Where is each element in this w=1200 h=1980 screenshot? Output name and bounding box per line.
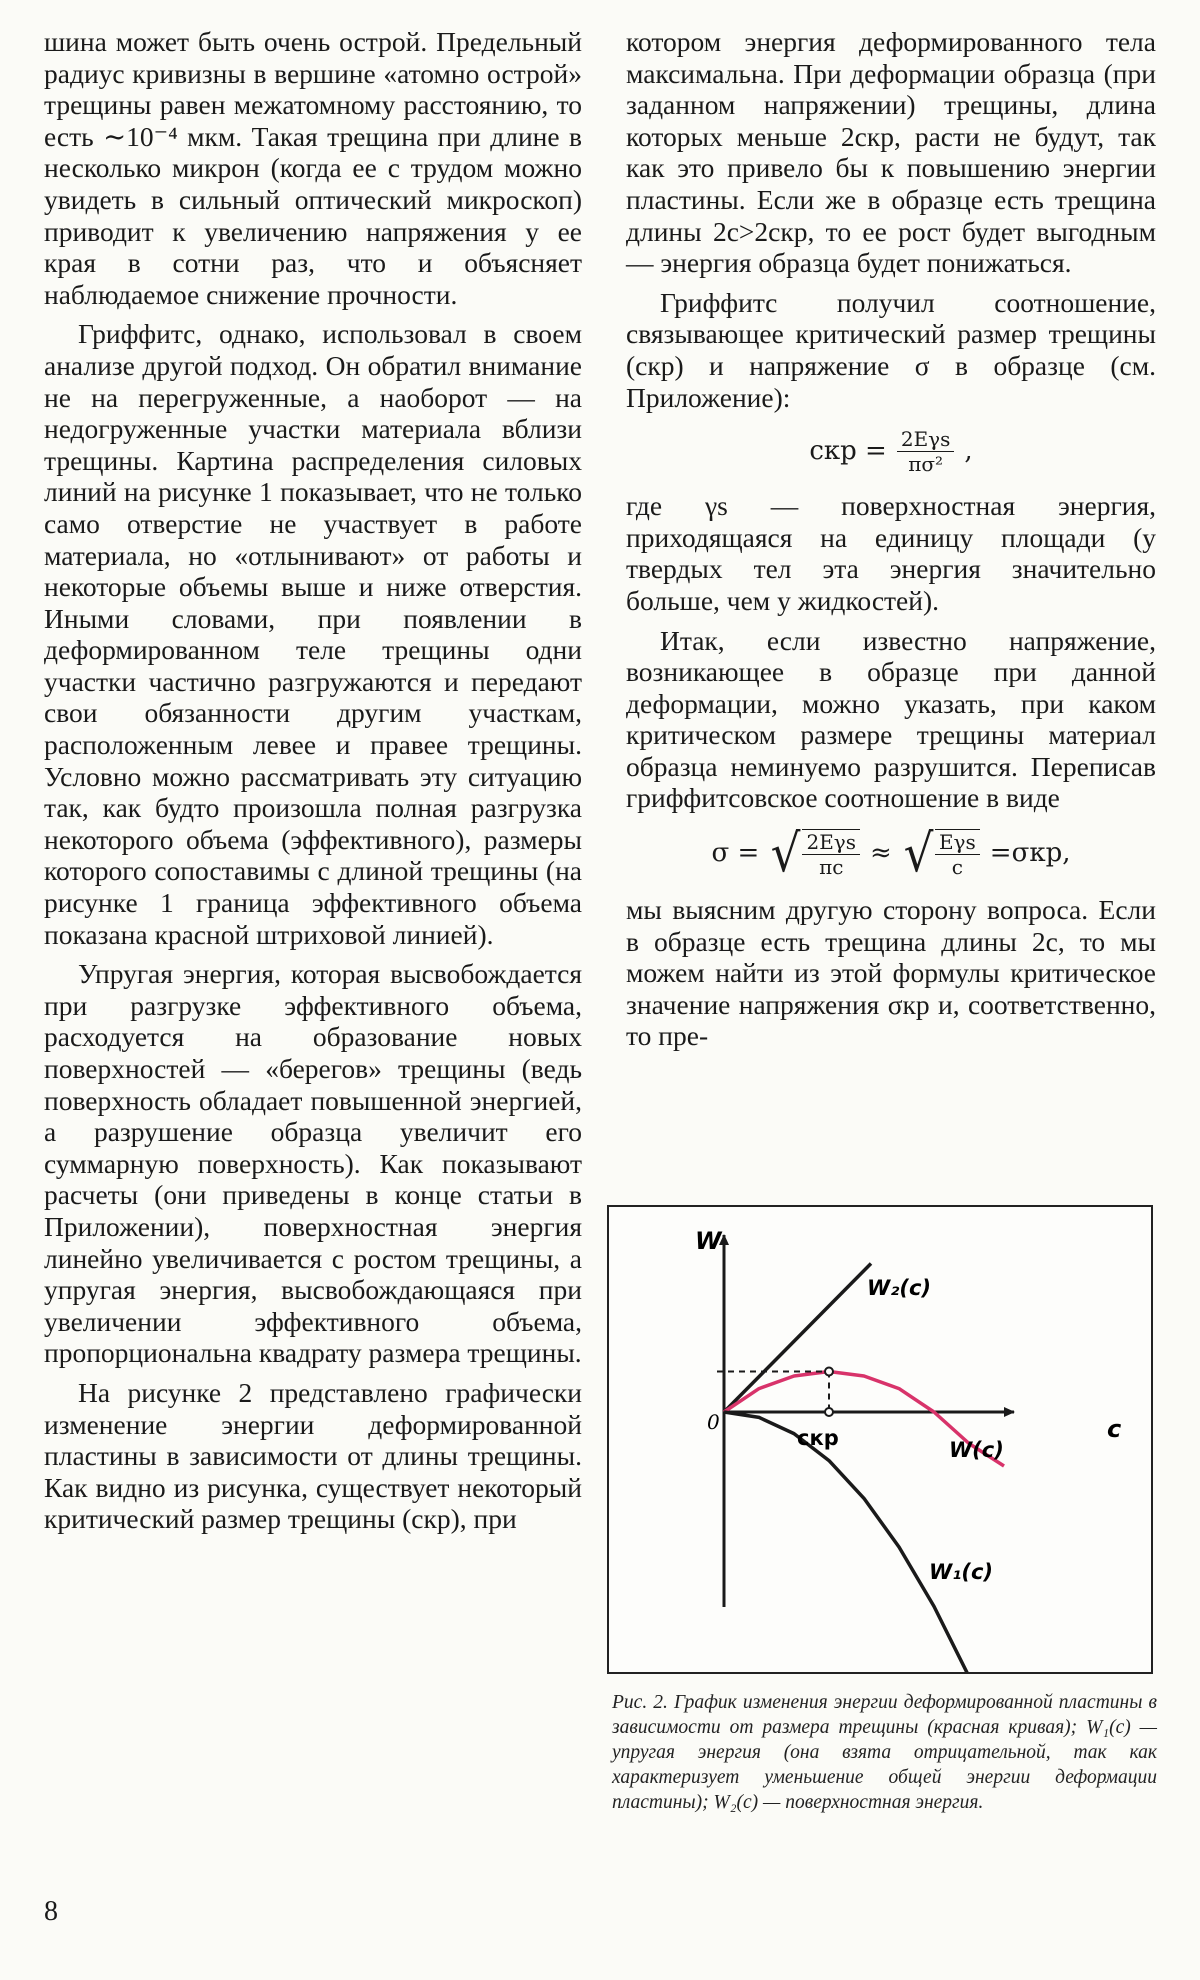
left-paragraph-2: Гриффитс, однако, использовал в своем анализе другой подход. Он обратил внимание не на перегруженные, а наоборот — на недогруженные участки материала вблизи трещины. Картина распределения силовых линий на рисунке 1 показывает, что не только само отверстие не участвует в работе материала, но «отлынивают» от работы и некоторые объемы выше и ниже отверстия. Иными словами, при появлении в деформированном теле трещины одни участки частично разгружаются и передают свои обязанности другим участкам, расположенным левее и правее трещины. Условно можно рассматривать эту ситуацию так, как будто произошла полная разгрузка некоторого объема (эффективного), размеры которого сопоставимы с длиной трещины (на рисунке 1 граница эффективного объема показана красной штриховой линией). [44, 318, 582, 950]
left-paragraph-3: Упругая энергия, которая высвобождается при разгрузке эффективного объема, расходуется на образование новых поверхностей — «берегов» трещины (ведь поверхность обладает повышенной энергией, а разрушение образца увеличит его суммарную поверхность). Как показывают расчеты (они приведены в конце статьи в Приложении), поверхностная энергия линейно увеличивается с ростом трещины, а упругая энергия, высвобождающаяся при увеличении эффективного объема, пропорциональна квадрату размера трещины. [44, 958, 582, 1369]
right-paragraph-5: мы выясним другую сторону вопроса. Если в образце есть трещина длины 2c, то мы можем найти из этой формулы критическое значение напряжения σкр и, соответственно, то пре- [626, 894, 1156, 1052]
max-point-marker [825, 1368, 833, 1376]
formula2-numerator-1: 2Eγs [802, 830, 860, 855]
formula2-denominator-1: πc [819, 855, 844, 880]
left-paragraph-1: шина может быть очень острой. Предельный радиус кривизны в вершине «атомно острой» трещины равен межатомному расстоянию, то есть ∼10⁻⁴ мкм. Такая трещина при длине в несколько микрон (когда ее с трудом можно увидеть в сильный оптический микроскоп) приводит к увеличению напряжения у ее края в сотни раз, что и объясняет наблюдаемое снижение прочности. [44, 26, 582, 310]
w2-line [724, 1264, 871, 1413]
formula1-numerator: 2Eγs [897, 427, 955, 452]
formula1-lhs: cкр = [809, 435, 887, 466]
right-column [626, 26, 1156, 1060]
w-curve-label: W(c) [949, 1438, 1004, 1462]
formula2-sqrt-1 [769, 824, 860, 885]
griffith-formula-ccrit [626, 427, 1156, 476]
figure-caption: Рис. 2. График изменения энергии деформированной пластины в зависимости от размера трещины (красная кривая); W₁(c) — упругая энергия (она взята отрицательной, так как характеризует уменьшение общей энергии деформации пластины); W₂(c) — поверхностная энергия. [612, 1692, 1157, 1813]
formula1-tail: , [964, 435, 973, 466]
right-paragraph-1: котором энергия деформированного тела максимальна. При деформации образца (при заданном напряжении) трещины, длина которых меньше 2cкр, расти не будут, так как это привело бы к повышению энергии пластины. Если же в образце есть трещина длины 2c>2cкр, то ее рост будет выгодным — энергия образца будет понижаться. [626, 26, 1156, 279]
w2-curve-label: W₂(c) [867, 1276, 932, 1300]
formula2-sqrt-2 [902, 824, 980, 885]
y-axis-label: W [695, 1227, 722, 1255]
radical-sign-icon: √ [770, 824, 801, 885]
right-paragraph-4: Итак, если известно напряжение, возникающее в образце при данной деформации, можно указать, при каком критическом размере трещины материал образца неминуемо разрушится. Переписав гриффитсовское соотношение в виде [626, 624, 1156, 814]
energy-graph-figure [607, 1205, 1153, 1674]
right-paragraph-3: где γs — поверхностная энергия, приходящаяся на единицу площади (у твердых тел эта энергия значительно больше, чем у жидкостей). [626, 490, 1156, 616]
griffith-formula-sigma [626, 824, 1156, 885]
x-axis-label: c [1107, 1415, 1122, 1443]
w1-curve-label: W₁(c) [929, 1560, 994, 1584]
origin-label: 0 [707, 1410, 720, 1434]
left-paragraph-4: На рисунке 2 представлено графически изменение энергии деформированной пластины в зависимости от длины трещины. Как видно из рисунка, существует некоторый критический размер трещины (cкр), при [44, 1376, 582, 1535]
w1-curve [724, 1412, 969, 1672]
page-number: 8 [44, 1896, 58, 1927]
radical-sign-icon: √ [903, 824, 934, 885]
formula2-numerator-2: Eγs [935, 830, 980, 855]
ccrit-point-marker [825, 1408, 833, 1416]
formula2-approx: ≈ [870, 838, 892, 869]
formula2-lhs: σ = [711, 838, 760, 869]
ccrit-label: cкр [797, 1426, 839, 1450]
right-paragraph-2: Гриффитс получил соотношение, связывающее критический размер трещины (cкр) и напряжение σ в образце (см. Приложение): [626, 286, 1156, 413]
left-column [44, 26, 582, 1543]
formula1-fraction [897, 427, 955, 476]
formula2-rhs: =σкр, [989, 838, 1071, 869]
formula1-denominator: πσ² [908, 452, 944, 477]
energy-chart [609, 1207, 1151, 1672]
formula2-denominator-2: c [951, 855, 963, 880]
